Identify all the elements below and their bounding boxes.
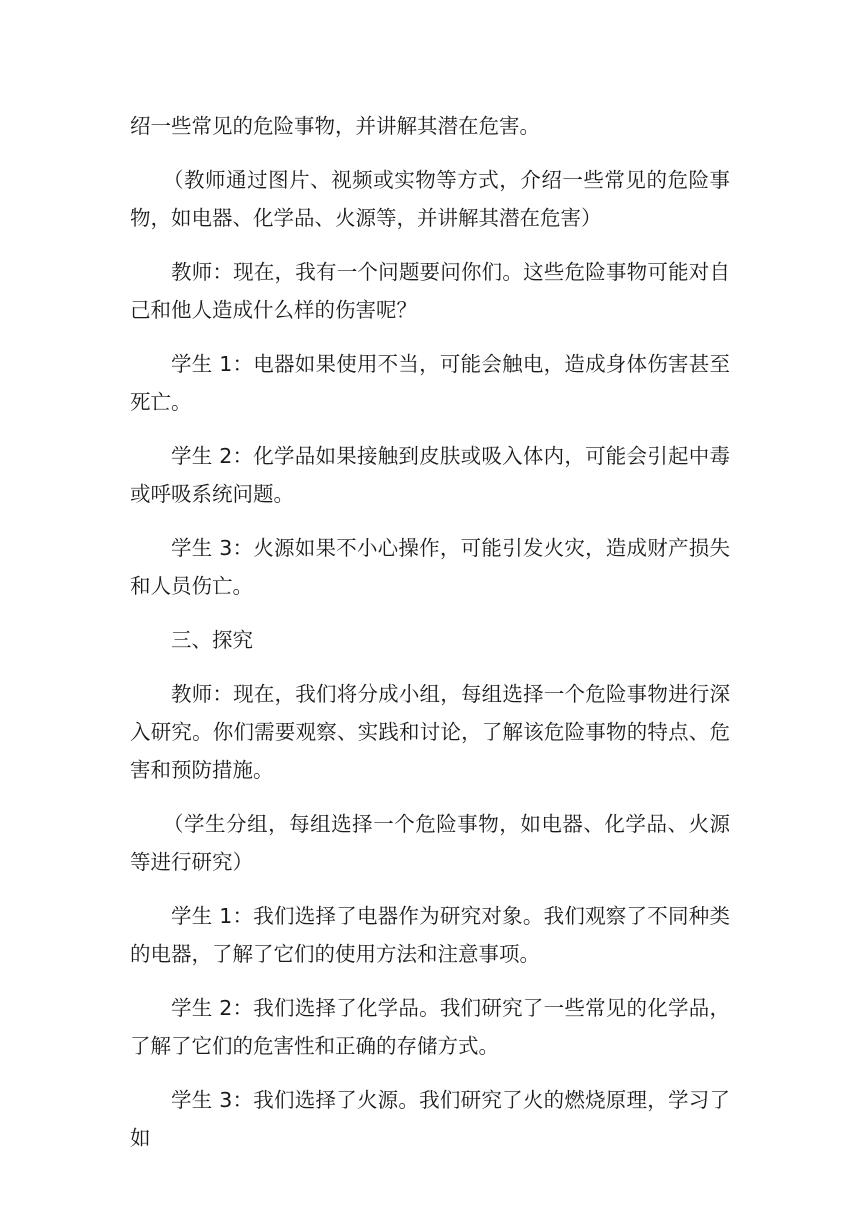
paragraph-teacher-question: 教师：现在，我有一个问题要问你们。这些危险事物可能对自己和他人造成什么样的伤害呢？ [130, 260, 730, 322]
paragraph-teacher-action: （教师通过图片、视频或实物等方式，介绍一些常见的危险事物，如电器、化学品、火源等，并讲解其潜在危害） [130, 168, 730, 230]
document-body [130, 107, 730, 1173]
paragraph-student-2-answer: 学生 2：化学品如果接触到皮肤或吸入体内，可能会引起中毒或呼吸系统问题。 [130, 444, 730, 506]
section-heading-explore: 三、探究 [171, 628, 253, 652]
paragraph-student-1-answer: 学生 1：电器如果使用不当，可能会触电，造成身体伤害甚至死亡。 [130, 352, 730, 414]
paragraph-student-3-answer: 学生 3：火源如果不小心操作，可能引发火灾，造成财产损失和人员伤亡。 [130, 536, 730, 598]
paragraph-group-action: （学生分组，每组选择一个危险事物，如电器、化学品、火源等进行研究） [130, 812, 730, 874]
paragraph-teacher-explore: 教师：现在，我们将分成小组，每组选择一个危险事物进行深入研究。你们需要观察、实践和讨论，了解该危险事物的特点、危害和预防措施。 [130, 682, 730, 782]
paragraph-student-2-research: 学生 2：我们选择了化学品。我们研究了一些常见的化学品，了解了它们的危害性和正确的存储方式。 [130, 996, 730, 1058]
paragraph-student-1-research: 学生 1：我们选择了电器作为研究对象。我们观察了不同种类的电器，了解了它们的使用方法和注意事项。 [130, 904, 730, 966]
paragraph-continuation: 绍一些常见的危险事物，并讲解其潜在危害。 [130, 114, 540, 138]
paragraph-student-3-research: 学生 3：我们选择了火源。我们研究了火的燃烧原理，学习了如 [130, 1088, 730, 1150]
